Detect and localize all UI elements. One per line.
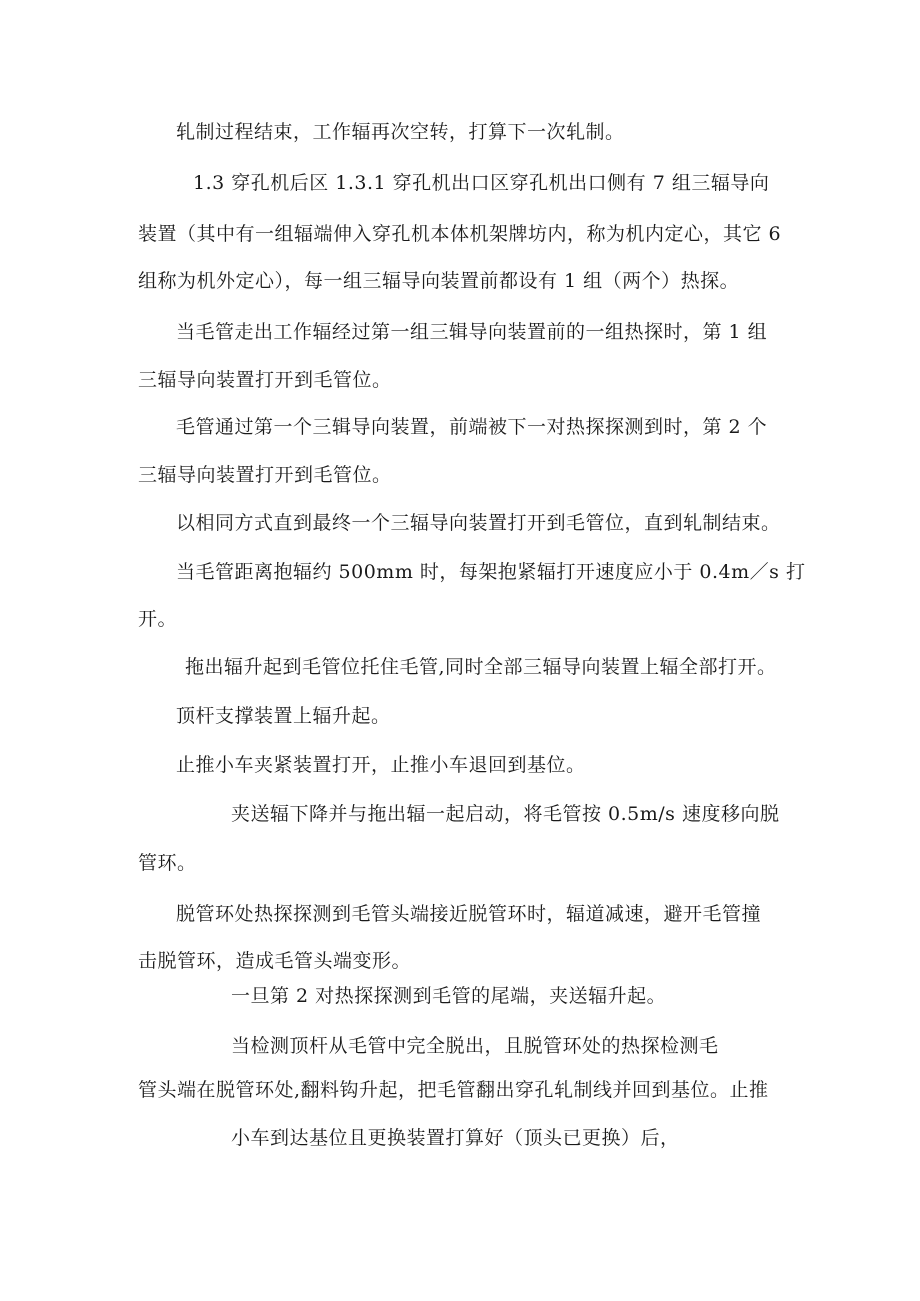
- text-line: 轧制过程结束，工作辐再次空转，打算下一次轧制。: [176, 121, 625, 143]
- text-line: 装置（其中有一组辐端伸入穿孔机本体机架牌坊内，称为机内定心，其它 6: [138, 223, 782, 245]
- text-line: 当毛管走出工作辐经过第一组三辑导向装置前的一组热探时，第 1 组: [176, 321, 768, 343]
- text-line: 管头端在脱管环处,翻料钩升起，把毛管翻出穿孔轧制线并回到基位。止推: [138, 1079, 769, 1101]
- text-line: 脱管环处热探探测到毛管头端接近脱管环时，辐道减速，避开毛管撞: [176, 903, 762, 925]
- text-line: 三辐导向装置打开到毛管位。: [138, 464, 392, 486]
- text-line: 击脱管环，造成毛管头端变形。: [138, 950, 412, 972]
- text-line: 开。: [138, 608, 178, 630]
- text-line: 当毛管距离抱辐约 500mm 时，每架抱紧辐打开速度应小于 0.4m／s 打: [176, 561, 806, 583]
- text-line: 毛管通过第一个三辑导向装置，前端被下一对热探探测到时，第 2 个: [176, 416, 768, 438]
- text-line: 止推小车夹紧装置打开，止推小车退回到基位。: [176, 754, 586, 776]
- section-heading-line: 1.3 穿孔机后区 1.3.1 穿孔机出口区穿孔机出口侧有 7 组三辐导向: [193, 172, 770, 194]
- text-line: 夹送辐下降并与拖出辐一起启动，将毛管按 0.5m/s 速度移向脱: [231, 803, 780, 825]
- text-line: 小车到达基位且更换装置打算好（顶头已更换）后，: [231, 1127, 680, 1149]
- text-line: 拖出辐升起到毛管位托住毛管,同时全部三辐导向装置上辐全部打开。: [185, 656, 777, 678]
- text-line: 一旦第 2 对热探探测到毛管的尾端，夹送辐升起。: [231, 985, 667, 1007]
- text-line: 以相同方式直到最终一个三辐导向装置打开到毛管位，直到轧制结束。: [176, 512, 781, 534]
- text-line: 顶杆支撑装置上辐升起。: [176, 705, 391, 727]
- text-line: 组称为机外定心），每一组三辐导向装置前都设有 1 组（两个）热探。: [138, 270, 740, 292]
- text-line: 三辐导向装置打开到毛管位。: [138, 369, 392, 391]
- text-line: 当检测顶杆从毛管中完全脱出，且脱管环处的热探检测毛: [231, 1035, 719, 1057]
- text-line: 管环。: [138, 852, 197, 874]
